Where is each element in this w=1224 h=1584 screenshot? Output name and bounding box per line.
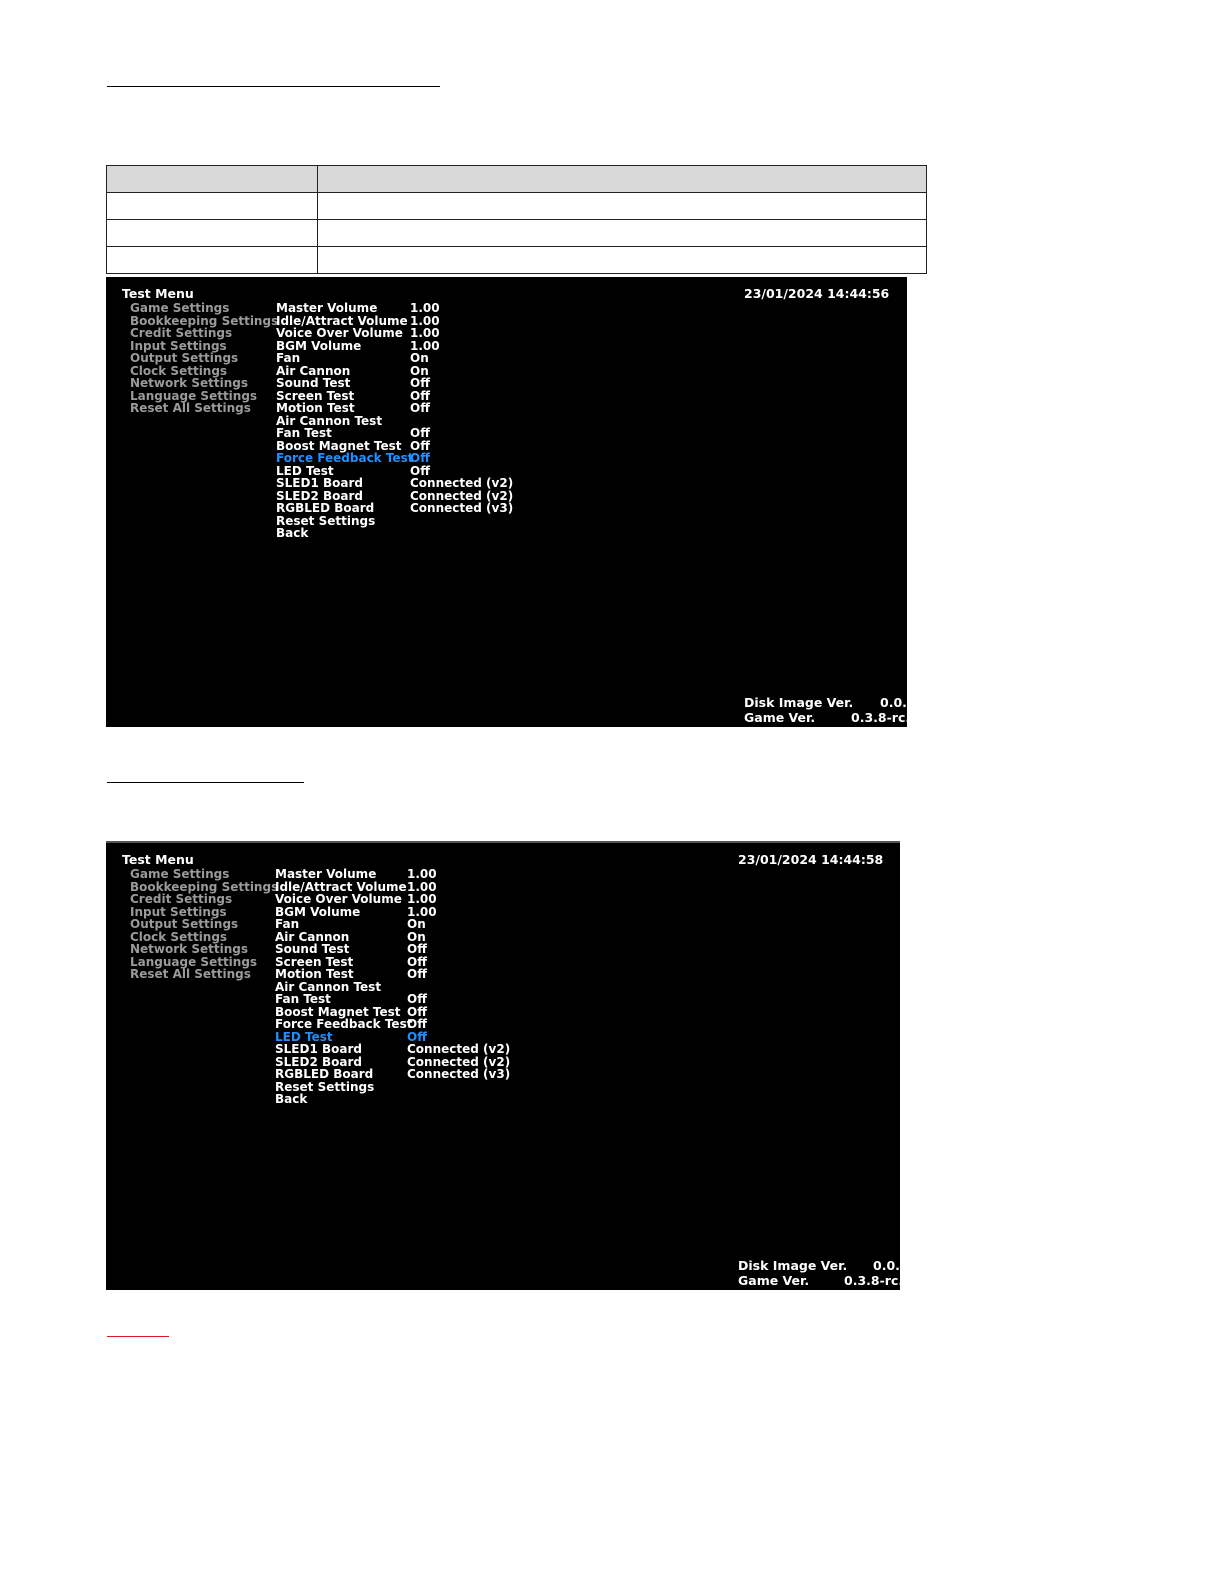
datetime: 23/01/2024 14:44:58 — [738, 852, 884, 867]
menu-item-value: Connected (v2) — [407, 1042, 511, 1056]
version-footer — [738, 1259, 912, 1288]
menu-item-value: Off — [407, 967, 427, 981]
menu-item-label[interactable]: LED Test — [275, 1029, 333, 1044]
menu-item-label[interactable]: Motion Test — [276, 401, 355, 415]
menu-item-label[interactable]: Boost Magnet Test — [275, 1004, 401, 1019]
menu-item-value: Off — [407, 1017, 427, 1031]
menu-title: Test Menu — [122, 852, 194, 867]
menu-item-label[interactable]: SLED2 Board — [276, 488, 363, 503]
menu-category-item[interactable]: Network Settings — [130, 942, 248, 956]
menu-item-label[interactable]: Fan Test — [275, 992, 331, 1006]
game-ver-value: 0.3.8-rc.1 — [851, 709, 919, 725]
menu-item-value — [410, 515, 513, 528]
menu-category-item[interactable]: Language Settings — [130, 954, 258, 969]
menu-item-label[interactable]: Reset Settings — [276, 513, 376, 528]
game-ver-value: 0.3.8-rc.1 — [844, 1272, 912, 1288]
menu-category-item[interactable]: Reset All Settings — [130, 401, 251, 415]
menu-item-label[interactable]: Air Cannon Test — [276, 413, 383, 428]
menu-item-label[interactable]: BGM Volume — [276, 338, 362, 353]
menu-item-label[interactable]: Motion Test — [275, 967, 354, 981]
menu-item-value: 1.00 — [407, 879, 437, 894]
menu-item-value: Off — [407, 1029, 427, 1044]
game-ver-label: Game Ver. — [744, 709, 816, 725]
menu-item-label[interactable]: LED Test — [276, 463, 334, 478]
menu-item-label[interactable]: Force Feedback Test — [275, 1017, 413, 1031]
menu-item-label[interactable]: RGBLED Board — [276, 501, 375, 515]
menu-category-item[interactable]: Credit Settings — [130, 326, 233, 340]
disk-image-value: 0.0.0 — [873, 1258, 909, 1273]
menu-item-label[interactable]: Idle/Attract Volume — [275, 879, 407, 894]
table-header-row — [107, 166, 927, 193]
menu-category-item[interactable]: Clock Settings — [130, 929, 228, 944]
menu-item-label[interactable]: Fan Test — [276, 426, 332, 440]
heading-rule-1 — [107, 86, 440, 87]
menu-item-label[interactable]: Force Feedback Test — [276, 451, 414, 465]
menu-category-item[interactable]: Input Settings — [130, 338, 227, 353]
menu-item-label[interactable]: Master Volume — [276, 301, 378, 315]
menu-item-value: Off — [410, 376, 430, 390]
item-value-list — [410, 302, 513, 540]
menu-item-label[interactable]: Idle/Attract Volume — [276, 313, 408, 328]
menu-item-value — [407, 1093, 510, 1106]
menu-category-item[interactable]: Clock Settings — [130, 363, 228, 378]
menu-item-label[interactable]: Sound Test — [276, 376, 351, 390]
heading-rule-2 — [107, 782, 304, 783]
item-label-list — [275, 868, 412, 1106]
disk-image-value: 0.0.0 — [880, 695, 916, 710]
disk-image-label: Disk Image Ver. — [744, 695, 854, 710]
menu-item-value: 1.00 — [410, 326, 440, 340]
menu-item-value: Connected (v2) — [410, 476, 514, 490]
document-table — [106, 165, 927, 274]
test-menu-screenshot-2 — [106, 841, 912, 1290]
menu-item-label[interactable]: RGBLED Board — [275, 1067, 374, 1081]
menu-item-label[interactable]: SLED1 Board — [275, 1042, 362, 1056]
menu-category-item[interactable]: Game Settings — [130, 867, 230, 881]
menu-category-item[interactable]: Language Settings — [130, 388, 258, 403]
menu-item-label[interactable]: Air Cannon — [276, 363, 351, 378]
menu-item-label[interactable]: Boost Magnet Test — [276, 438, 402, 453]
menu-item-value: Off — [407, 992, 427, 1006]
menu-item-value — [407, 1081, 510, 1094]
menu-category-item[interactable]: Input Settings — [130, 904, 227, 919]
menu-category-item[interactable]: Bookkeeping Settings — [130, 879, 279, 894]
menu-item-label[interactable]: Screen Test — [275, 954, 354, 969]
menu-category-item[interactable]: Game Settings — [130, 301, 230, 315]
menu-item-label[interactable]: Screen Test — [276, 388, 355, 403]
menu-item-value: On — [410, 363, 429, 378]
menu-item-value: 1.00 — [410, 338, 440, 353]
menu-item-value: Connected (v3) — [407, 1067, 511, 1081]
menu-category-item[interactable]: Reset All Settings — [130, 967, 251, 981]
table-row — [107, 193, 927, 220]
menu-item-value: Off — [410, 426, 430, 440]
menu-item-label[interactable]: Sound Test — [275, 942, 350, 956]
menu-category-item[interactable]: Output Settings — [130, 351, 239, 365]
menu-category-item[interactable]: Bookkeeping Settings — [130, 313, 279, 328]
menu-item-value: On — [407, 917, 426, 931]
table-row — [107, 247, 927, 274]
item-label-list — [276, 302, 413, 540]
menu-item-value: On — [410, 351, 429, 365]
menu-item-value: Off — [410, 463, 430, 478]
menu-item-value: Connected (v2) — [407, 1054, 511, 1069]
menu-item-value: Connected (v2) — [410, 488, 514, 503]
menu-item-value: 1.00 — [407, 904, 437, 919]
menu-item-value: Off — [410, 451, 430, 465]
menu-item-label[interactable]: SLED1 Board — [276, 476, 363, 490]
menu-item-value: 1.00 — [410, 313, 440, 328]
menu-item-label[interactable]: Fan — [276, 351, 301, 365]
table-row — [107, 220, 927, 247]
menu-category-item[interactable]: Network Settings — [130, 376, 248, 390]
menu-item-value: 1.00 — [410, 301, 440, 315]
menu-item-value: Off — [407, 942, 427, 956]
menu-item-label[interactable]: Fan — [275, 917, 300, 931]
menu-item-label[interactable]: Back — [276, 526, 309, 540]
item-value-list — [407, 868, 510, 1106]
category-list — [130, 868, 278, 981]
menu-item-value: Off — [410, 401, 430, 415]
menu-item-value: Off — [407, 954, 427, 969]
datetime: 23/01/2024 14:44:56 — [744, 286, 890, 301]
heading-rule-3 — [107, 1336, 169, 1337]
menu-item-label[interactable]: Voice Over Volume — [275, 892, 402, 906]
game-ver-label: Game Ver. — [738, 1272, 810, 1288]
menu-item-value: Off — [410, 438, 430, 453]
menu-item-value: 1.00 — [407, 892, 437, 906]
menu-item-value: 1.00 — [407, 867, 437, 881]
menu-item-label[interactable]: Back — [275, 1092, 308, 1106]
menu-item-value: On — [407, 929, 426, 944]
test-menu-screenshot-1 — [106, 277, 919, 727]
version-footer — [744, 696, 919, 725]
disk-image-label: Disk Image Ver. — [738, 1258, 848, 1273]
menu-category-item[interactable]: Credit Settings — [130, 892, 233, 906]
menu-item-label[interactable]: Air Cannon — [275, 929, 350, 944]
category-list — [130, 302, 278, 415]
menu-item-value — [410, 527, 513, 540]
menu-item-label[interactable]: BGM Volume — [275, 904, 361, 919]
menu-item-value: Off — [410, 388, 430, 403]
menu-item-label[interactable]: SLED2 Board — [275, 1054, 362, 1069]
menu-item-value: Connected (v3) — [410, 501, 514, 515]
menu-item-label[interactable]: Air Cannon Test — [275, 979, 382, 994]
menu-item-value: Off — [407, 1004, 427, 1019]
menu-category-item[interactable]: Output Settings — [130, 917, 239, 931]
menu-item-label[interactable]: Reset Settings — [275, 1079, 375, 1094]
menu-item-label[interactable]: Voice Over Volume — [276, 326, 403, 340]
menu-item-label[interactable]: Master Volume — [275, 867, 377, 881]
menu-title: Test Menu — [122, 286, 194, 301]
